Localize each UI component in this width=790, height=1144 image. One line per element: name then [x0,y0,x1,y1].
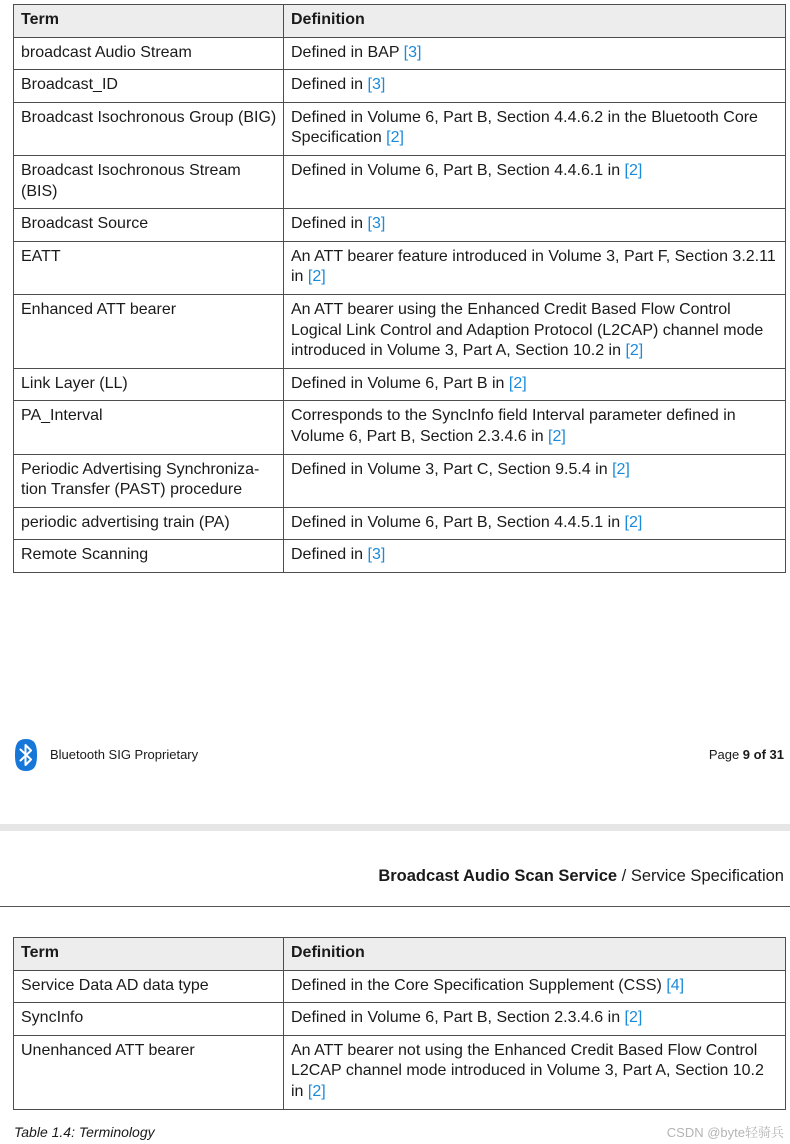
reference-link[interactable]: [2] [548,427,566,445]
table-row [14,155,786,208]
definition-text: Defined in Volume 6, Part B, Section 4.4.6.1 in [291,161,625,179]
term-cell: Broadcast Isochronous Group (BIG) [14,102,284,155]
definition-cell [284,209,786,242]
reference-link[interactable]: [2] [307,268,326,286]
table-row [14,540,786,573]
page-number-current: 9 [742,747,751,762]
reference-link[interactable]: [2] [624,513,643,531]
term-cell: PA_Interval [14,401,284,454]
definition-cell [284,241,786,294]
term-cell: EATT [14,241,284,294]
definition-text: Defined in Volume 6, Part B, Section 2.3.4.6 in [291,1009,625,1027]
term-cell: Link Layer (LL) [14,368,284,401]
table-caption: Table 1.4: Terminology [14,1124,155,1140]
table-row [14,294,786,368]
table-row [14,970,786,1003]
table-body [14,970,786,1109]
footer-proprietary-text: Bluetooth SIG Proprietary [50,747,199,762]
page-number-total: of 31 [750,747,784,762]
definition-text: Defined in the Core Specification Supplement (CSS) [291,976,667,994]
table-row [14,368,786,401]
reference-link[interactable]: [2] [624,161,643,179]
terminology-table-part-2 [13,937,786,1110]
term-cell: Periodic Advertising Synchroniza-tion Transfer (PAST) procedure [14,454,284,507]
table-row [14,209,786,242]
term-cell: Service Data AD data type [14,970,284,1003]
definition-cell [284,507,786,540]
table-row [14,454,786,507]
reference-link[interactable]: [3] [403,43,422,61]
table-row [14,1035,786,1109]
reference-link[interactable]: [2] [624,1009,643,1027]
page-footer [0,736,790,776]
term-cell: Broadcast Isochronous Stream (BIS) [14,155,284,208]
table-header-row [14,5,786,38]
page-header [378,867,784,886]
term-cell: SyncInfo [14,1003,284,1036]
definition-text: An ATT bearer using the Enhanced Credit Based Flow Control Logical Link Control and Adaption Protocol (L2CAP) channel mode introduced in Volume 3, Part A, Section 10.2 in [291,300,764,360]
definition-cell [284,454,786,507]
reference-link[interactable]: [3] [367,546,386,564]
column-header-term: Term [14,938,284,971]
term-cell: Broadcast_ID [14,70,284,103]
terminology-table-part-1 [13,4,786,573]
reference-link[interactable]: [2] [508,374,527,392]
table-row [14,241,786,294]
definition-cell [284,294,786,368]
definition-text: Defined in [291,546,368,564]
column-header-definition: Definition [284,5,786,38]
reference-link[interactable]: [2] [625,342,644,360]
definition-cell [284,401,786,454]
header-spec-title: Broadcast Audio Scan Service [378,867,618,885]
watermark: CSDN @byte轻骑兵 [666,1125,784,1140]
term-cell: periodic advertising train (PA) [14,507,284,540]
definition-text: Defined in Volume 6, Part B, Section 4.4.6.2 in the Bluetooth Core Specification [291,108,758,147]
table-row [14,70,786,103]
table-row [14,507,786,540]
definition-text: Defined in Volume 6, Part B, Section 4.4.5.1 in [291,513,625,531]
term-cell: Unenhanced ATT bearer [14,1035,284,1109]
definition-cell [284,1003,786,1036]
definition-cell [284,102,786,155]
term-cell: Broadcast Source [14,209,284,242]
definition-text: Defined in Volume 3, Part C, Section 9.5.4 in [291,460,613,478]
page-number-prefix: Page [708,747,743,762]
definition-cell [284,70,786,103]
definition-cell [284,1035,786,1109]
reference-link[interactable]: [4] [666,976,685,994]
table-row [14,1003,786,1036]
definition-text: Defined in BAP [291,43,404,61]
page-separator [0,824,790,831]
reference-link[interactable]: [2] [612,460,630,478]
reference-link[interactable]: [2] [386,129,404,147]
definition-text: Defined in [291,215,368,233]
header-divider [0,906,790,907]
definition-text: An ATT bearer not using the Enhanced Credit Based Flow Control L2CAP channel mode introduced in Volume 3, Part A, Section 10.2 in [291,1041,764,1100]
page-number [709,747,784,762]
definition-cell [284,970,786,1003]
definition-text: An ATT bearer feature introduced in Volume 3, Part F, Section 3.2.11 in [291,247,776,286]
definition-text: Corresponds to the SyncInfo field Interval parameter defined in Volume 6, Part B, Section 2.3.4.6 in [291,407,736,445]
table-row [14,37,786,70]
definition-cell [284,540,786,573]
term-cell: Enhanced ATT bearer [14,294,284,368]
reference-link[interactable]: [3] [367,76,386,94]
definition-text: Defined in [291,76,368,94]
definition-cell [284,37,786,70]
definition-text: Defined in Volume 6, Part B in [291,374,509,392]
table-row [14,401,786,454]
reference-link[interactable]: [2] [307,1082,326,1100]
table-row [14,102,786,155]
definition-cell [284,155,786,208]
bluetooth-logo-icon [14,738,38,772]
reference-link[interactable]: [3] [367,215,386,233]
column-header-definition: Definition [284,938,786,971]
table-body [14,37,786,572]
column-header-term: Term [14,5,284,38]
term-cell: broadcast Audio Stream [14,37,284,70]
table-header-row [14,938,786,971]
header-spec-subtitle: / Service Specification [617,867,784,885]
definition-cell [284,368,786,401]
term-cell: Remote Scanning [14,540,284,573]
